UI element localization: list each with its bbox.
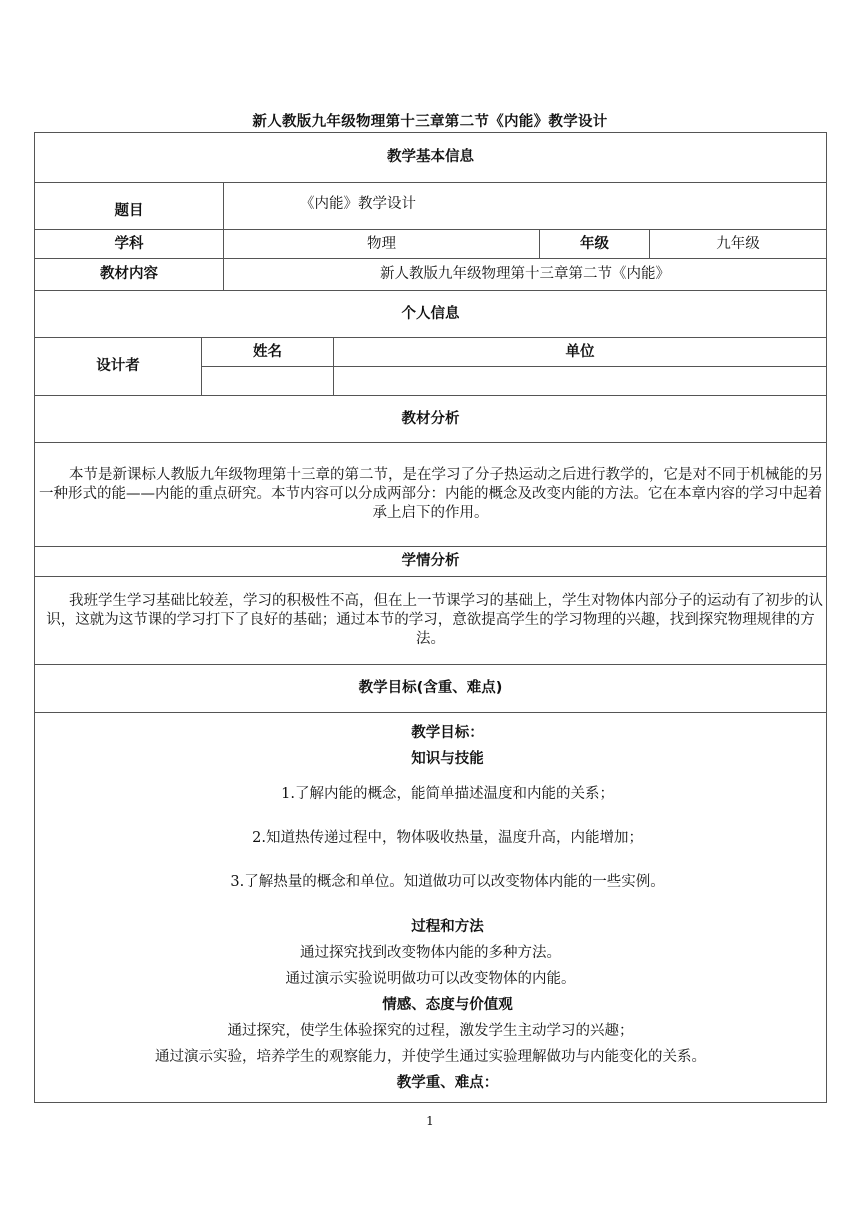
personal-info-heading: 个人信息 (35, 291, 827, 338)
topic-label: 题目 (35, 183, 224, 230)
textbook-analysis-text: 本节是新课标人教版九年级物理第十三章的第二节，是在学习了分子热运动之后进行教学的，它是对不同于机械能的另一种形式的能——内能的重点研究。本节内容可以分成两部分：内能的概念及改变内能的方法。它在本章内容的学习中起着承上启下的作用。 (35, 443, 827, 547)
page-number: 1 (426, 1114, 434, 1128)
basic-info-heading: 教学基本信息 (35, 133, 827, 183)
emotion-item: 通过探究，使学生体验探究的过程，激发学生主动学习的兴趣； (227, 1022, 634, 1039)
topic-value: 《内能》教学设计 (224, 183, 827, 230)
emotion-item: 通过演示实验，培养学生的观察能力，并使学生通过实验理解做功与内能变化的关系。 (155, 1048, 707, 1065)
textbook-label: 教材内容 (35, 259, 224, 291)
name-label: 姓名 (202, 338, 334, 367)
process-item: 通过探究找到改变物体内能的多种方法。 (300, 944, 562, 961)
name-value-cell (202, 367, 334, 396)
grade-value: 九年级 (650, 230, 827, 259)
process-item: 通过演示实验说明做功可以改变物体的内能。 (285, 970, 576, 987)
emotion-heading: 情感、态度与价值观 (382, 996, 513, 1013)
unit-value-cell (334, 367, 827, 396)
objectives-heading: 教学目标(含重、难点) (35, 665, 827, 713)
student-analysis-heading: 学情分析 (35, 547, 827, 577)
lesson-plan-table (34, 132, 827, 1103)
knowledge-heading: 知识与技能 (411, 750, 484, 767)
key-points-heading: 教学重、难点： (396, 1074, 499, 1091)
knowledge-item: 2.知道热传递过程中，物体吸收热量，温度升高，内能增加； (252, 829, 643, 846)
objectives-intro: 教学目标： (411, 724, 484, 741)
process-heading: 过程和方法 (411, 918, 484, 935)
designer-label: 设计者 (35, 338, 202, 396)
knowledge-item: 3.了解热量的概念和单位。知道做功可以改变物体内能的一些实例。 (230, 873, 665, 890)
textbook-value: 新人教版九年级物理第十三章第二节《内能》 (224, 259, 827, 291)
unit-label: 单位 (334, 338, 827, 367)
objectives-content (35, 713, 827, 1103)
subject-value: 物理 (224, 230, 540, 259)
document-title: 新人教版九年级物理第十三章第二节《内能》教学设计 (252, 114, 608, 130)
grade-label: 年级 (540, 230, 650, 259)
textbook-analysis-heading: 教材分析 (35, 396, 827, 443)
knowledge-item: 1.了解内能的概念，能简单描述温度和内能的关系； (281, 785, 614, 802)
subject-label: 学科 (35, 230, 224, 259)
student-analysis-text: 我班学生学习基础比较差，学习的积极性不高，但在上一节课学习的基础上，学生对物体内部分子的运动有了初步的认识，这就为这节课的学习打下了良好的基础；通过本节的学习，意欲提高学生的学习物理的兴趣，找到探究物理规律的方法。 (35, 577, 827, 665)
